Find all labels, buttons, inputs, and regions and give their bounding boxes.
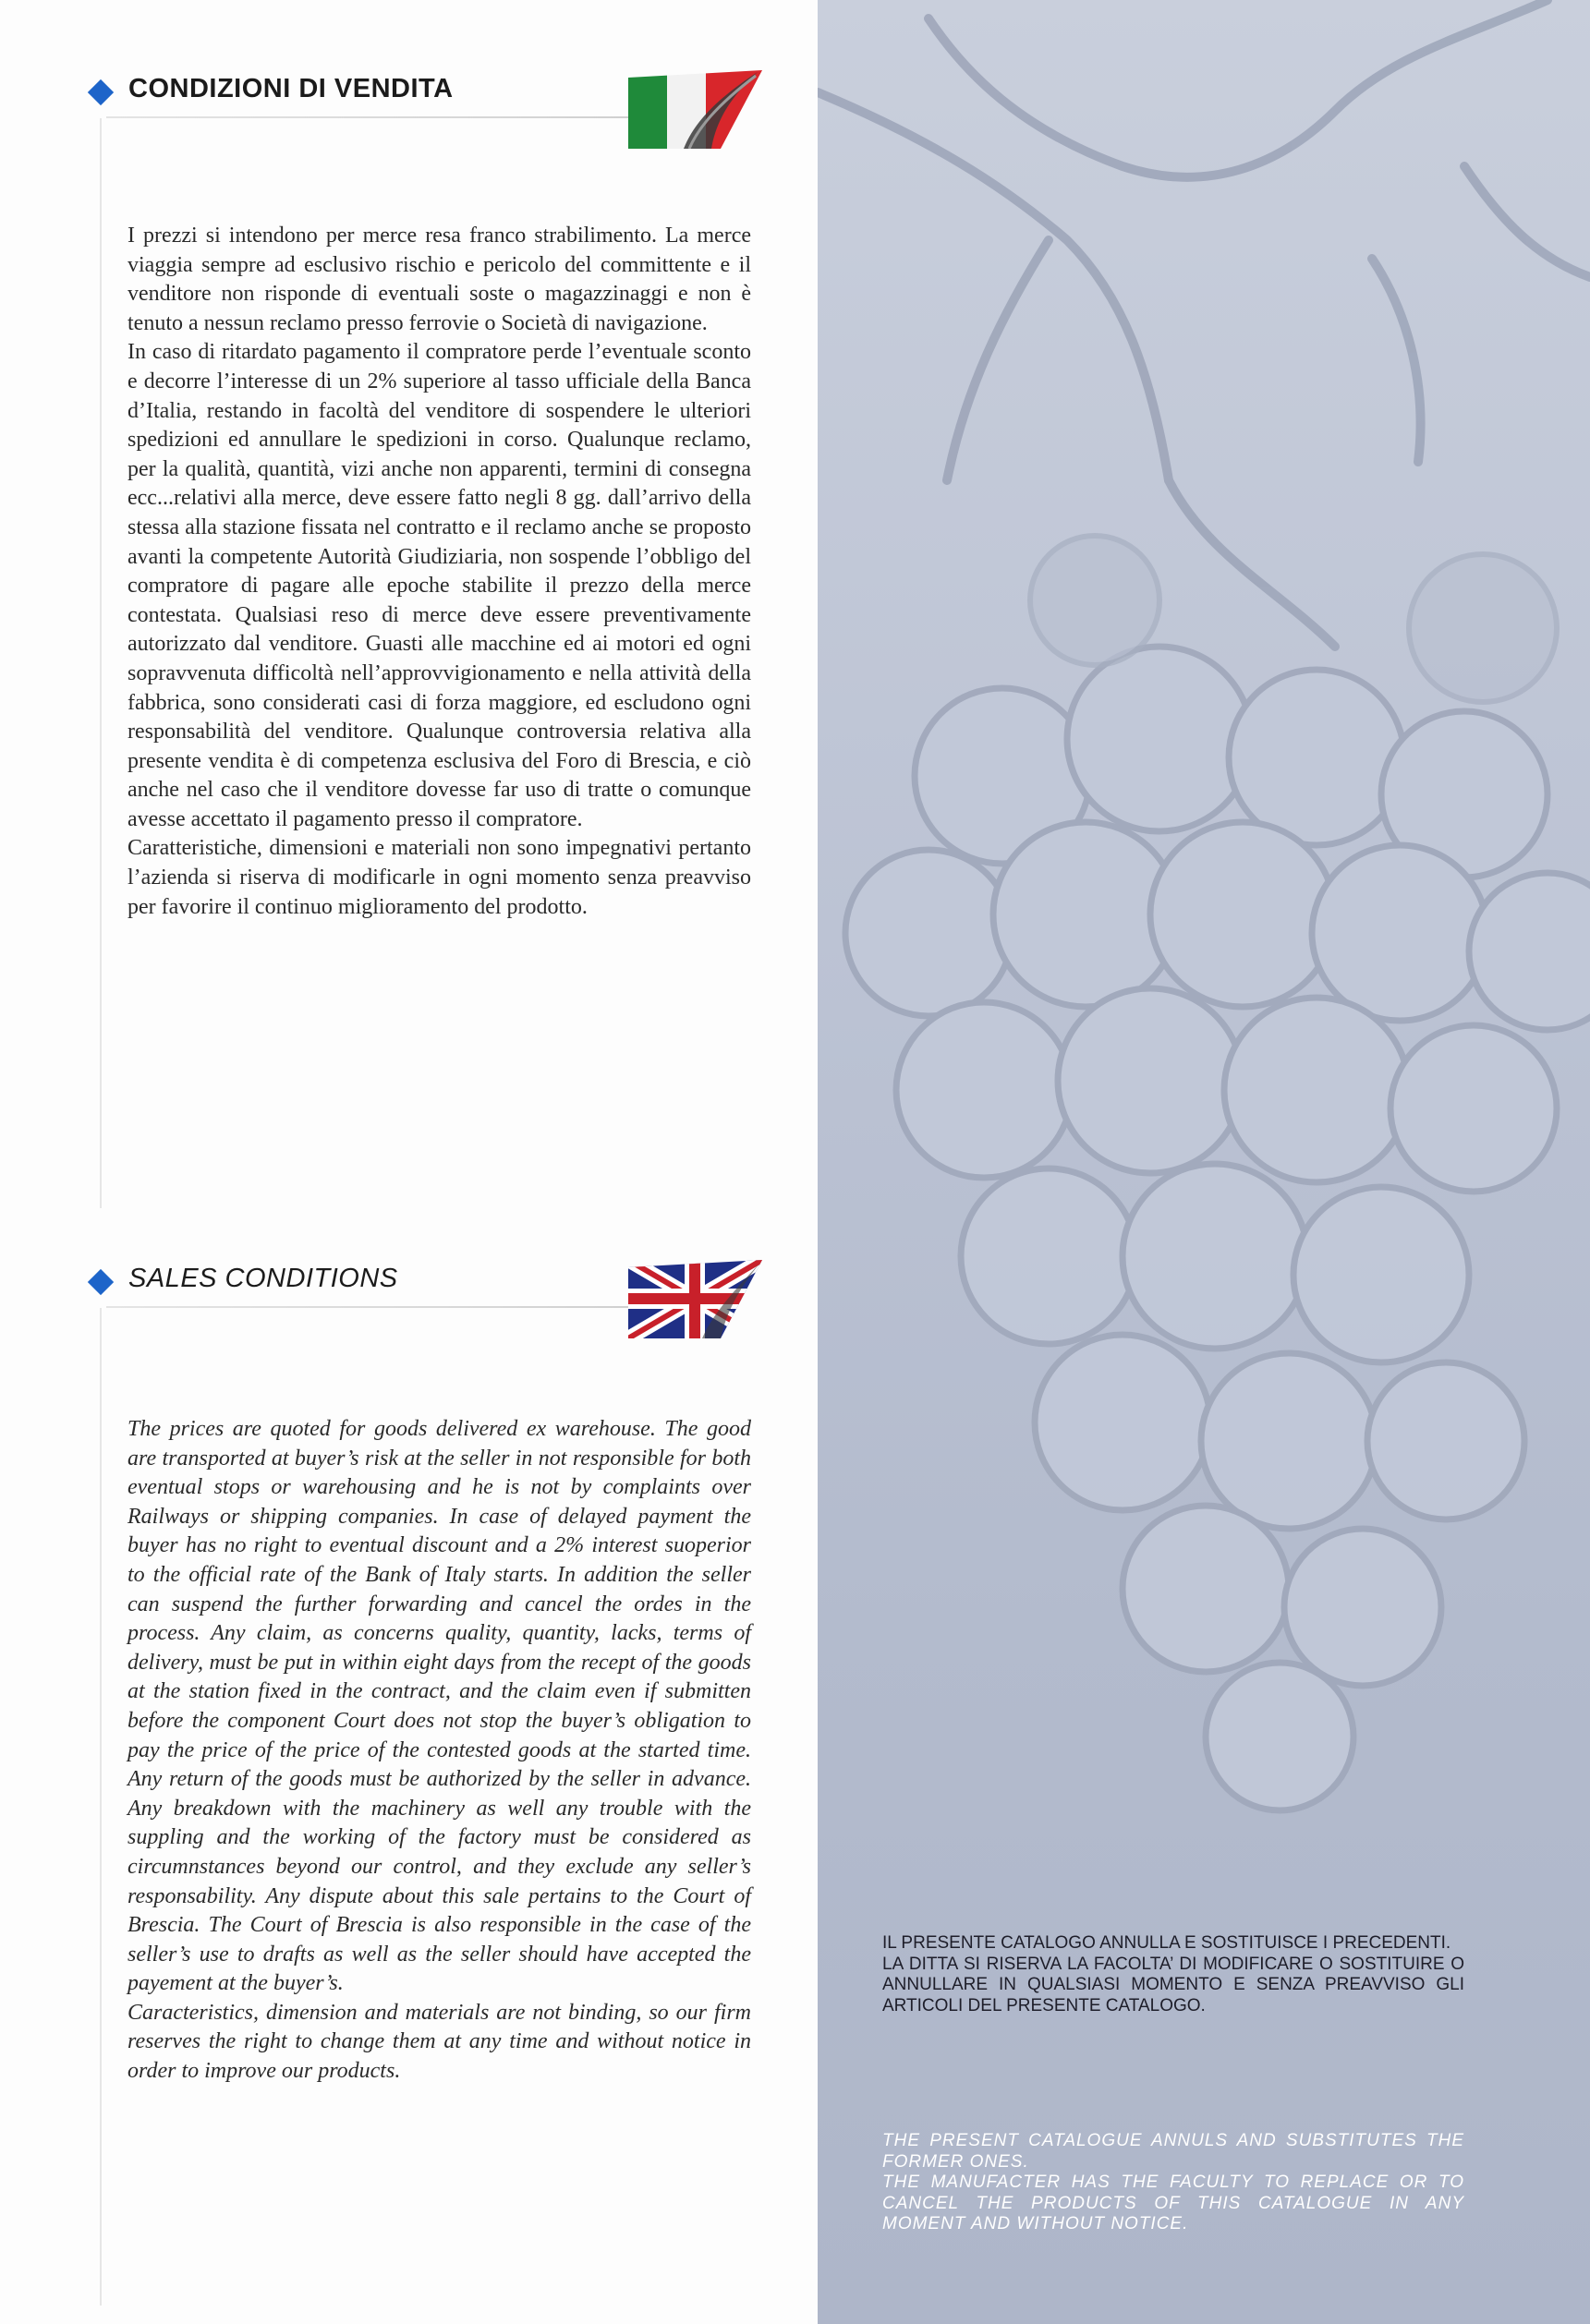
header-rule [106, 1306, 651, 1308]
diamond-bullet-icon [88, 79, 114, 105]
italy-flag-icon [628, 70, 762, 149]
en-section-header [88, 1262, 762, 1326]
notice-line: THE MANUFACTER HAS THE FACULTY TO REPLACE OR TO CANCEL THE PRODUCTS OF THIS CATALOGUE IN ANY MOMENT AND WITHOUT NOTICE. [882, 2173, 1464, 2233]
en-section-title: SALES CONDITIONS [128, 1264, 398, 1293]
it-section-title: CONDIZIONI DI VENDITA [128, 74, 454, 103]
en-section-border [100, 1308, 102, 2306]
it-paragraph: In caso di ritardato pagamento il compratore perde l’eventuale sconto e decorre l’interesse di un 2% superiore al tasso ufficiale della Banca d’Italia, restando in facoltà del venditore di sospendere le ulteriori spedizioni ed annullare le spedizioni in corso. Qualunque reclamo, per la qualità, quantità, vizi anche non apparenti, termini di consegna ecc...relativi alla merce, deve essere fatto negli 8 gg. dall’arrivo della stessa alla stazione fissata nel contratto e il reclamo anche se proposto avanti la competente Autorità Giudiziaria, non sospende l’obbligo del compratore di pagare alle epoche stabilite il prezzo della merce contestata. Qualsiasi reso di merce deve essere preventivamente autorizzato dal venditore. Guasti alle macchine ed ai motori ed ogni sopravvenuta difficoltà nell’approvvigionamento e nella attività della fabbrica, sono considerati casi di forza maggiore, ed escludono ogni responsabilità del venditore. Qualunque controversia relativa alla presente vendita è di competenza esclusiva del Foro di Brescia, e ciò anche nel caso che il venditore dovesse far uso di tratte o comunque avesse accettato il pagamento presso il compratore. [127, 340, 751, 831]
it-paragraph: I prezzi si intendono per merce resa franco strabilimento. La merce viaggia sempre ad esclusivo rischio e pericolo del committente e il venditore non risponde di eventuali soste o magazzinaggi e non è tenuto a nessun reclamo presso ferrovie o Società di navigazione. [127, 224, 751, 335]
it-section-header [88, 72, 762, 137]
diamond-bullet-icon [88, 1269, 114, 1295]
notice-line: LA DITTA SI RISERVA LA FACOLTA’ DI MODIFICARE O SOSTITUIRE O ANNULLARE IN QUALSIASI MOMENTO E SENZA PREAVVISO GLI ARTICOLI DEL PRESENTE CATALOGO. [882, 1954, 1464, 2015]
it-section-body [127, 222, 751, 922]
uk-flag-icon [628, 1260, 762, 1338]
it-paragraph: Caratteristiche, dimensioni e materiali non sono impegnativi pertanto l’azienda si riserva di modificarle in ogni momento senza preavviso per favorire il continuo miglioramento del prodotto. [127, 836, 751, 919]
en-section-body [127, 1415, 751, 2087]
it-section-border [100, 118, 102, 1208]
catalogue-notice-it [882, 1933, 1464, 2016]
notice-line: IL PRESENTE CATALOGO ANNULLA E SOSTITUISCE I PRECEDENTI. [882, 1933, 1451, 1953]
header-rule [106, 116, 651, 118]
notice-line: THE PRESENT CATALOGUE ANNULS AND SUBSTITUTES THE FORMER ONES. [882, 2131, 1464, 2172]
en-paragraph: The prices are quoted for goods delivered ex warehouse. The good are transported at buyer’s risk at the seller in not responsible for both eventual stops or warehousing and he is not by complaints over Railways or shipping companies. In case of delayed payment the buyer has no right to eventual discount and a 2% interest suoperior to the official rate of the Bank of Italy starts. In addition the seller can suspend the further forwarding and cancel the ordes in the process. Any claim, as concerns quality, quantity, lacks, terms of delivery, must be put in within eight days from the recept of the goods at the station fixed in the contract, and the claim even if submitten before the component Court does not stop the buyer’s obligation to pay the price of the price of the contested goods at the started time. Any return of the goods must be authorized by the seller in advance. Any breakdown with the machinery as well any trouble with the suppling and the working of the factory must be considered as circumnstances beyond our control, and they exclude any seller’s responsability. Any dispute about this sale pertains to the Court of Brescia. The Court of Brescia is also responsible in the case of the seller’s use to drafts as well as the seller should have accepted the payement at the buyer’s. [127, 1417, 751, 1996]
catalogue-notice-en [882, 2131, 1464, 2235]
en-paragraph: Caracteristics, dimension and materials are not binding, so our firm reserves the right to change them at any time and without notice in order to improve our products. [127, 2000, 751, 2084]
